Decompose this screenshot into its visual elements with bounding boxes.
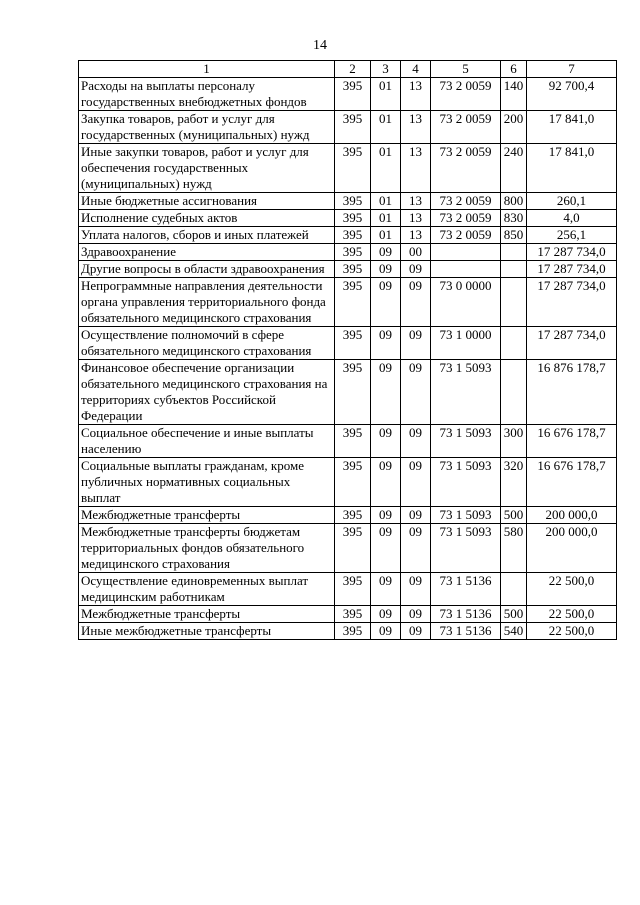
cell-amount: 200 000,0: [527, 507, 617, 524]
cell-grbs: 395: [335, 458, 371, 507]
cell-rz: 01: [371, 193, 401, 210]
table-row: [79, 573, 617, 606]
cell-vr: 200: [501, 111, 527, 144]
cell-vr: [501, 573, 527, 606]
cell-name: Другие вопросы в области здравоохранения: [79, 261, 335, 278]
cell-csr: [431, 261, 501, 278]
cell-pr: 09: [401, 278, 431, 327]
cell-name: Уплата налогов, сборов и иных платежей: [79, 227, 335, 244]
cell-rz: 09: [371, 244, 401, 261]
cell-grbs: 395: [335, 227, 371, 244]
cell-vr: 300: [501, 425, 527, 458]
cell-vr: 500: [501, 606, 527, 623]
cell-grbs: 395: [335, 144, 371, 193]
cell-pr: 13: [401, 111, 431, 144]
cell-csr: 73 2 0059: [431, 111, 501, 144]
cell-amount: 4,0: [527, 210, 617, 227]
cell-pr: 00: [401, 244, 431, 261]
table-row: [79, 327, 617, 360]
table-row: [79, 244, 617, 261]
cell-vr: 320: [501, 458, 527, 507]
cell-rz: 01: [371, 78, 401, 111]
cell-grbs: 395: [335, 623, 371, 640]
cell-vr: 800: [501, 193, 527, 210]
cell-grbs: 395: [335, 244, 371, 261]
cell-vr: [501, 244, 527, 261]
cell-amount: 92 700,4: [527, 78, 617, 111]
cell-rz: 09: [371, 573, 401, 606]
header-cell: 4: [401, 61, 431, 78]
cell-amount: 22 500,0: [527, 623, 617, 640]
cell-rz: 09: [371, 278, 401, 327]
cell-pr: 09: [401, 360, 431, 425]
cell-name: Межбюджетные трансферты: [79, 606, 335, 623]
cell-pr: 09: [401, 507, 431, 524]
cell-name: Непрограммные направления деятельности органа управления территориального фонда обязательного медицинского страхования: [79, 278, 335, 327]
cell-pr: 13: [401, 78, 431, 111]
cell-grbs: 395: [335, 78, 371, 111]
cell-pr: 09: [401, 573, 431, 606]
cell-grbs: 395: [335, 425, 371, 458]
cell-amount: 17 841,0: [527, 111, 617, 144]
cell-amount: 22 500,0: [527, 573, 617, 606]
cell-rz: 01: [371, 144, 401, 193]
cell-grbs: 395: [335, 327, 371, 360]
cell-grbs: 395: [335, 573, 371, 606]
header-cell: 1: [79, 61, 335, 78]
cell-vr: [501, 261, 527, 278]
cell-name: Социальное обеспечение и иные выплаты населению: [79, 425, 335, 458]
cell-rz: 09: [371, 507, 401, 524]
page-number: 14: [313, 38, 327, 53]
cell-csr: 73 2 0059: [431, 210, 501, 227]
cell-pr: 13: [401, 193, 431, 210]
cell-grbs: 395: [335, 111, 371, 144]
cell-csr: [431, 244, 501, 261]
cell-name: Закупка товаров, работ и услуг для государственных (муниципальных) нужд: [79, 111, 335, 144]
cell-pr: 13: [401, 210, 431, 227]
cell-csr: 73 2 0059: [431, 193, 501, 210]
cell-amount: 260,1: [527, 193, 617, 210]
table-row: [79, 111, 617, 144]
header-cell: 7: [527, 61, 617, 78]
cell-vr: 580: [501, 524, 527, 573]
cell-amount: 22 500,0: [527, 606, 617, 623]
cell-vr: [501, 360, 527, 425]
cell-name: Осуществление полномочий в сфере обязательного медицинского страхования: [79, 327, 335, 360]
cell-rz: 01: [371, 227, 401, 244]
cell-csr: 73 0 0000: [431, 278, 501, 327]
cell-name: Межбюджетные трансферты бюджетам территориальных фондов обязательного медицинского страхования: [79, 524, 335, 573]
cell-amount: 17 287 734,0: [527, 261, 617, 278]
table-row: [79, 227, 617, 244]
cell-pr: 09: [401, 623, 431, 640]
cell-vr: 830: [501, 210, 527, 227]
cell-rz: 09: [371, 327, 401, 360]
cell-rz: 09: [371, 623, 401, 640]
cell-amount: 16 876 178,7: [527, 360, 617, 425]
cell-amount: 16 676 178,7: [527, 458, 617, 507]
cell-name: Социальные выплаты гражданам, кроме публичных нормативных социальных выплат: [79, 458, 335, 507]
cell-pr: 09: [401, 606, 431, 623]
table-row: [79, 278, 617, 327]
header-cell: 6: [501, 61, 527, 78]
cell-csr: 73 2 0059: [431, 227, 501, 244]
cell-rz: 09: [371, 425, 401, 458]
table-row: [79, 524, 617, 573]
cell-name: Иные закупки товаров, работ и услуг для обеспечения государственных (муниципальных) нужд: [79, 144, 335, 193]
cell-vr: 140: [501, 78, 527, 111]
header-cell: 5: [431, 61, 501, 78]
table-row: [79, 144, 617, 193]
cell-amount: 200 000,0: [527, 524, 617, 573]
table-row: [79, 193, 617, 210]
cell-csr: 73 1 0000: [431, 327, 501, 360]
cell-pr: 13: [401, 144, 431, 193]
cell-pr: 13: [401, 227, 431, 244]
cell-rz: 09: [371, 606, 401, 623]
cell-rz: 09: [371, 261, 401, 278]
cell-csr: 73 1 5093: [431, 524, 501, 573]
cell-vr: 240: [501, 144, 527, 193]
cell-grbs: 395: [335, 606, 371, 623]
cell-rz: 09: [371, 458, 401, 507]
cell-grbs: 395: [335, 278, 371, 327]
cell-vr: 850: [501, 227, 527, 244]
table-row: [79, 425, 617, 458]
cell-csr: 73 1 5093: [431, 425, 501, 458]
cell-name: Расходы на выплаты персоналу государственных внебюджетных фондов: [79, 78, 335, 111]
cell-name: Иные межбюджетные трансферты: [79, 623, 335, 640]
cell-amount: 17 287 734,0: [527, 327, 617, 360]
cell-amount: 16 676 178,7: [527, 425, 617, 458]
cell-rz: 01: [371, 210, 401, 227]
cell-csr: 73 1 5093: [431, 360, 501, 425]
cell-name: Финансовое обеспечение организации обязательного медицинского страхования на территориях субъектов Российской Федерации: [79, 360, 335, 425]
cell-csr: 73 2 0059: [431, 78, 501, 111]
cell-csr: 73 2 0059: [431, 144, 501, 193]
cell-grbs: 395: [335, 360, 371, 425]
cell-csr: 73 1 5136: [431, 606, 501, 623]
cell-grbs: 395: [335, 524, 371, 573]
cell-pr: 09: [401, 261, 431, 278]
table-row: [79, 507, 617, 524]
header-cell: 3: [371, 61, 401, 78]
cell-amount: 17 841,0: [527, 144, 617, 193]
table-row: [79, 210, 617, 227]
cell-rz: 09: [371, 524, 401, 573]
cell-csr: 73 1 5093: [431, 507, 501, 524]
cell-vr: 500: [501, 507, 527, 524]
table-row: [79, 261, 617, 278]
cell-amount: 256,1: [527, 227, 617, 244]
cell-name: Межбюджетные трансферты: [79, 507, 335, 524]
table-row: [79, 606, 617, 623]
cell-name: Осуществление единовременных выплат медицинским работникам: [79, 573, 335, 606]
cell-name: Иные бюджетные ассигнования: [79, 193, 335, 210]
cell-name: Исполнение судебных актов: [79, 210, 335, 227]
cell-pr: 09: [401, 524, 431, 573]
cell-vr: [501, 278, 527, 327]
budget-table: [78, 60, 617, 640]
cell-csr: 73 1 5093: [431, 458, 501, 507]
cell-pr: 09: [401, 458, 431, 507]
header-row: [79, 61, 617, 78]
cell-grbs: 395: [335, 507, 371, 524]
cell-amount: 17 287 734,0: [527, 278, 617, 327]
cell-grbs: 395: [335, 261, 371, 278]
cell-csr: 73 1 5136: [431, 623, 501, 640]
table-row: [79, 458, 617, 507]
cell-pr: 09: [401, 327, 431, 360]
table-row: [79, 360, 617, 425]
cell-pr: 09: [401, 425, 431, 458]
table-row: [79, 78, 617, 111]
cell-name: Здравоохранение: [79, 244, 335, 261]
cell-csr: 73 1 5136: [431, 573, 501, 606]
cell-rz: 01: [371, 111, 401, 144]
table-row: [79, 623, 617, 640]
cell-amount: 17 287 734,0: [527, 244, 617, 261]
cell-vr: [501, 327, 527, 360]
cell-grbs: 395: [335, 210, 371, 227]
cell-vr: 540: [501, 623, 527, 640]
cell-grbs: 395: [335, 193, 371, 210]
header-cell: 2: [335, 61, 371, 78]
cell-rz: 09: [371, 360, 401, 425]
